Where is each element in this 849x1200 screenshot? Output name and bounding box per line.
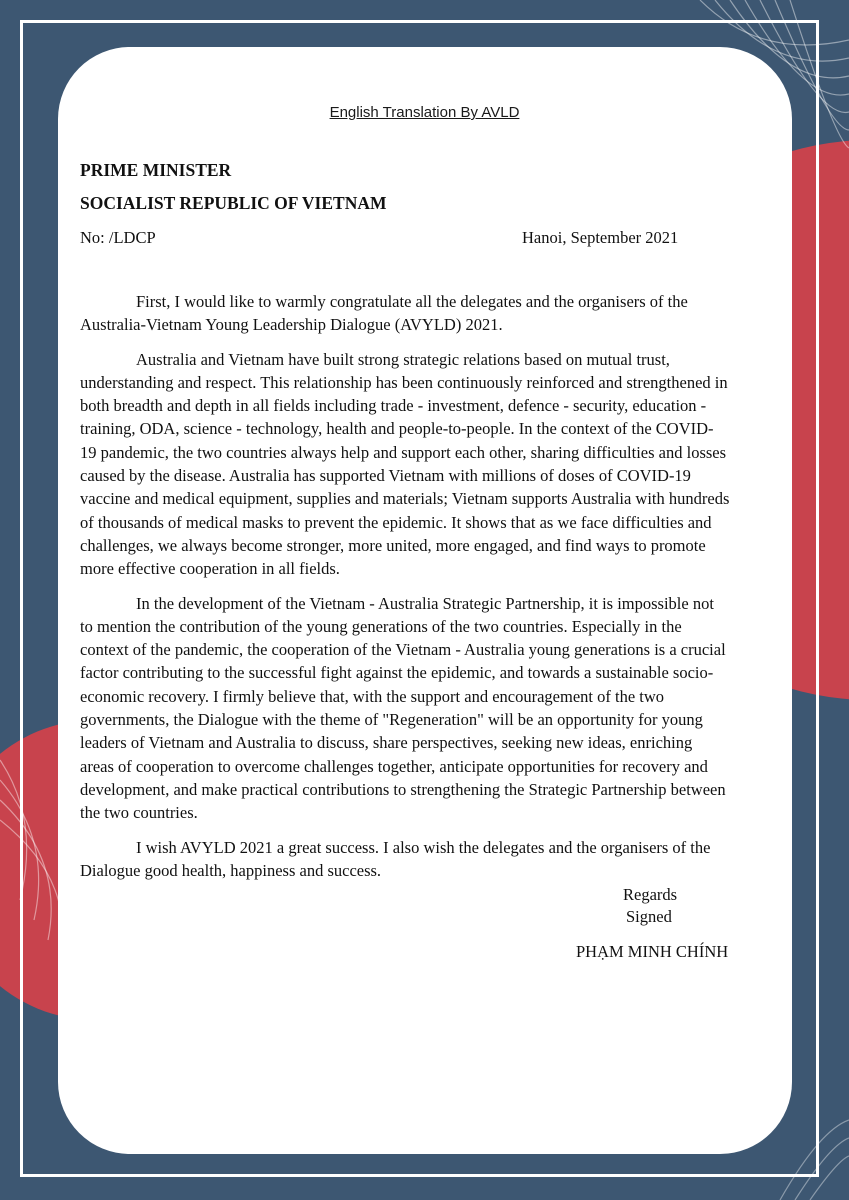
letterhead-country: SOCIALIST REPUBLIC OF VIETNAM xyxy=(80,193,387,213)
body-paragraph-2: Australia and Vietnam have built strong strategic relations based on mutual trust, understanding and respect. This relationship has been continuously reinforced and strengthened in both breadth and depth in all fields including trade - investment, defence - security, education - training, ODA, science - technology, health and people-to-people. In the context of the COVID-19 pandemic, the two countries always help and support each other, sharing difficulties and losses caused by the disease. Australia has supported Vietnam with millions of doses of COVID-19 vaccine and medical equipment, supplies and materials; Vietnam supports Australia with hundreds of thousands of medical masks to prevent the epidemic. It shows that as we face difficulties and challenges, we always become stronger, more united, more engaged, and find ways to promote more effective cooperation in all fields. xyxy=(80,349,730,579)
letterhead-title: PRIME MINISTER xyxy=(80,160,232,180)
translation-note: English Translation By AVLD xyxy=(329,104,520,121)
letter-body xyxy=(80,290,730,893)
signature-regards: Regards xyxy=(623,885,678,904)
signature-name: PHẠM MINH CHÍNH xyxy=(576,942,729,961)
body-paragraph-4: I wish AVYLD 2021 a great success. I also wish the delegates and the organisers of the Dialogue good health, happiness and success. xyxy=(80,837,711,880)
signature-signed: Signed xyxy=(626,907,672,926)
place-date: Hanoi, September 2021 xyxy=(522,228,679,247)
body-paragraph-1: First, I would like to warmly congratulate all the delegates and the organisers of the Australia-Vietnam Young Leadership Dialogue (AVYLD) 2021. xyxy=(80,292,688,335)
reference-number: No: /LDCP xyxy=(80,228,156,247)
body-paragraph-3: In the development of the Vietnam - Australia Strategic Partnership, it is impossible not to mention the contribution of the young generations of the two countries. Especially in the context of the pandemic, the cooperation of the Vietnam - Australia young generations is a crucial factor contributing to the successful fight against the epidemic, and towards a sustainable socio-economic recovery. I firmly believe that, with the support and encouragement of the two governments, the Dialogue with the theme of "Regeneration" will be an opportunity for young leaders of Vietnam and Australia to discuss, share perspectives, seeking new ideas, enriching areas of cooperation to overcome challenges together, anticipate opportunities for recovery and development, and make practical contributions to strengthening the Strategic Partnership between the two countries. xyxy=(80,593,726,823)
